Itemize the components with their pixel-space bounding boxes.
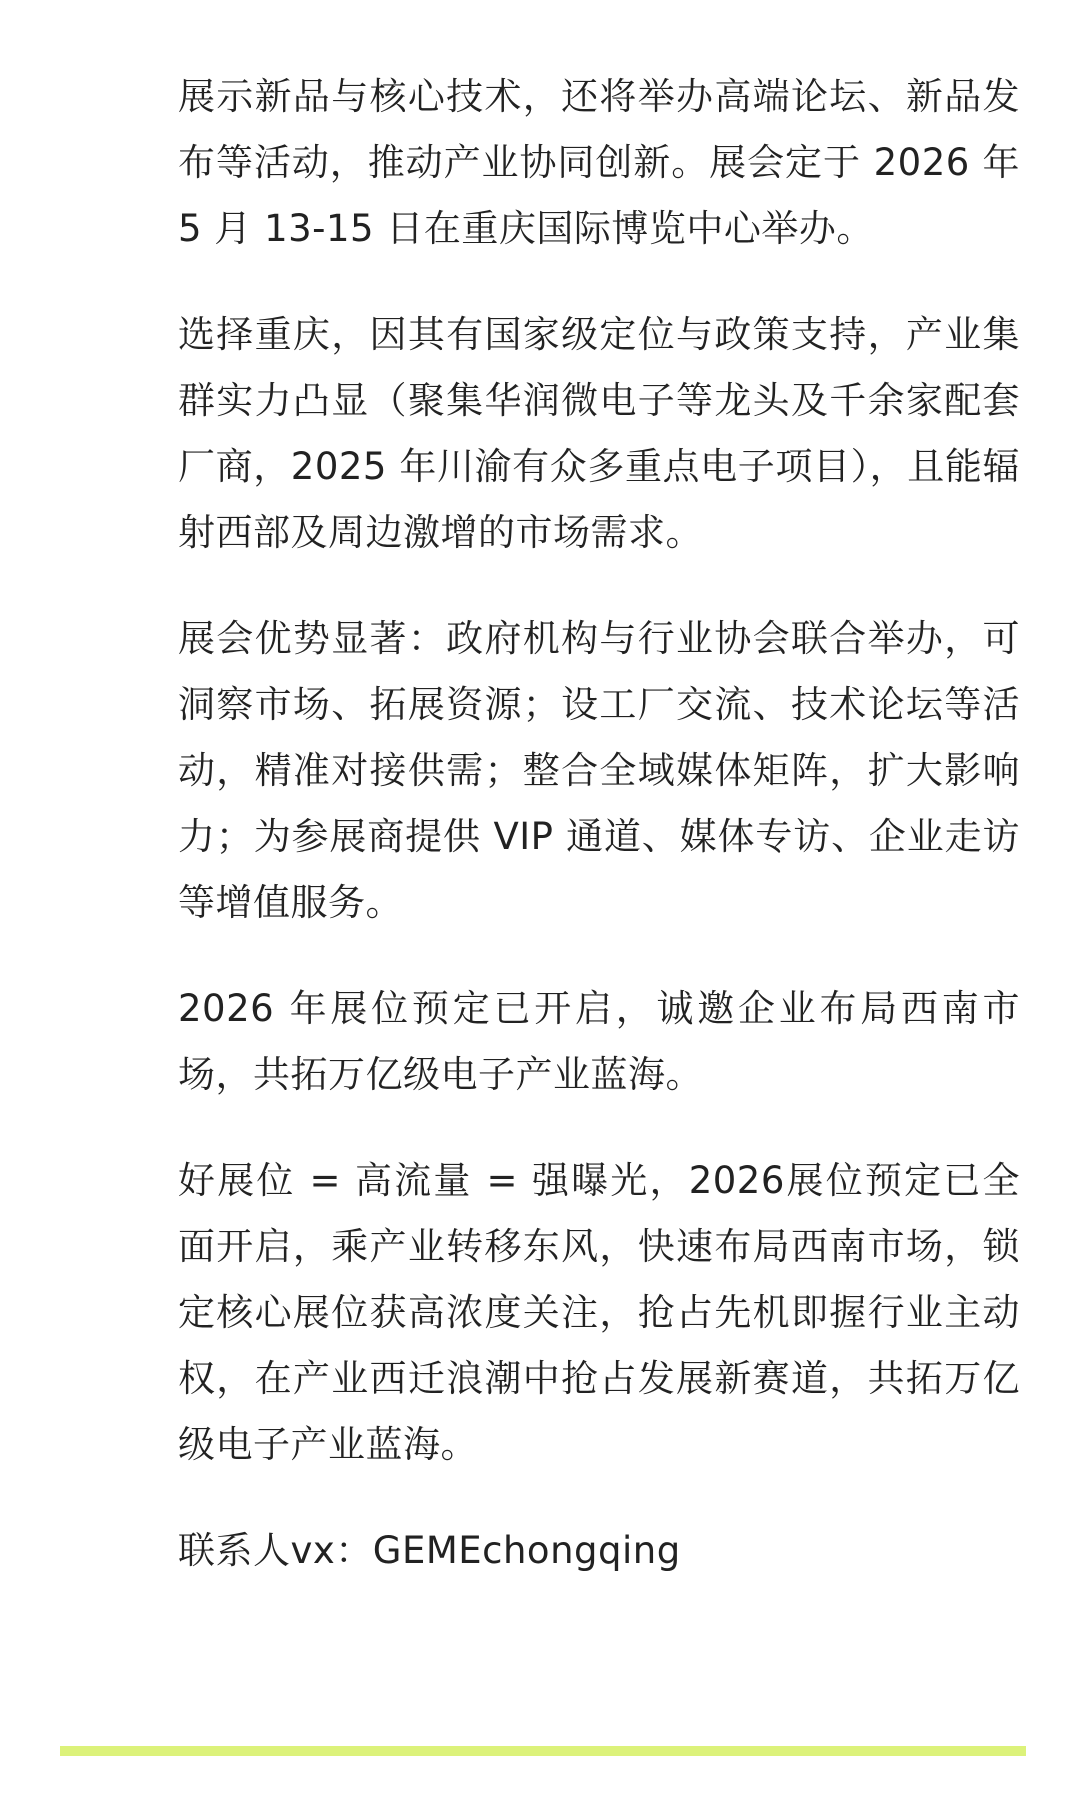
paragraph-exhibition-intro: 展示新品与核心技术，还将举办高端论坛、新品发布等活动，推动产业协同创新。展会定于 2026 年 5 月 13-15 日在重庆国际博览中心举办。 bbox=[178, 75, 1020, 250]
paragraph-booth-promo: 好展位 = 高流量 = 强曝光，2026展位预定已全面开启，乘产业转移东风，快速布局西南市场，锁定核心展位获高浓度关注，抢占先机即握行业主动权，在产业西迁浪潮中抢占发展新赛道，共拓万亿级电子产业蓝海。 bbox=[178, 1159, 1020, 1466]
paragraph-why-chongqing: 选择重庆，因其有国家级定位与政策支持，产业集群实力凸显（聚集华润微电子等龙头及千余家配套厂商，2025 年川渝有众多重点电子项目），且能辐射西部及周边激增的市场需求。 bbox=[178, 313, 1020, 554]
paragraph-booking-open: 2026 年展位预定已开启，诚邀企业布局西南市场，共拓万亿级电子产业蓝海。 bbox=[178, 987, 1020, 1096]
article-body bbox=[178, 64, 1020, 1584]
paragraph-advantages: 展会优势显著：政府机构与行业协会联合举办，可洞察市场、拓展资源；设工厂交流、技术论坛等活动，精准对接供需；整合全域媒体矩阵，扩大影响力；为参展商提供 VIP 通道、媒体专访、企业走访等增值服务。 bbox=[178, 617, 1020, 924]
contact-line: 联系人vx：GEMEchongqing bbox=[178, 1529, 681, 1572]
section-divider bbox=[60, 1746, 1026, 1756]
